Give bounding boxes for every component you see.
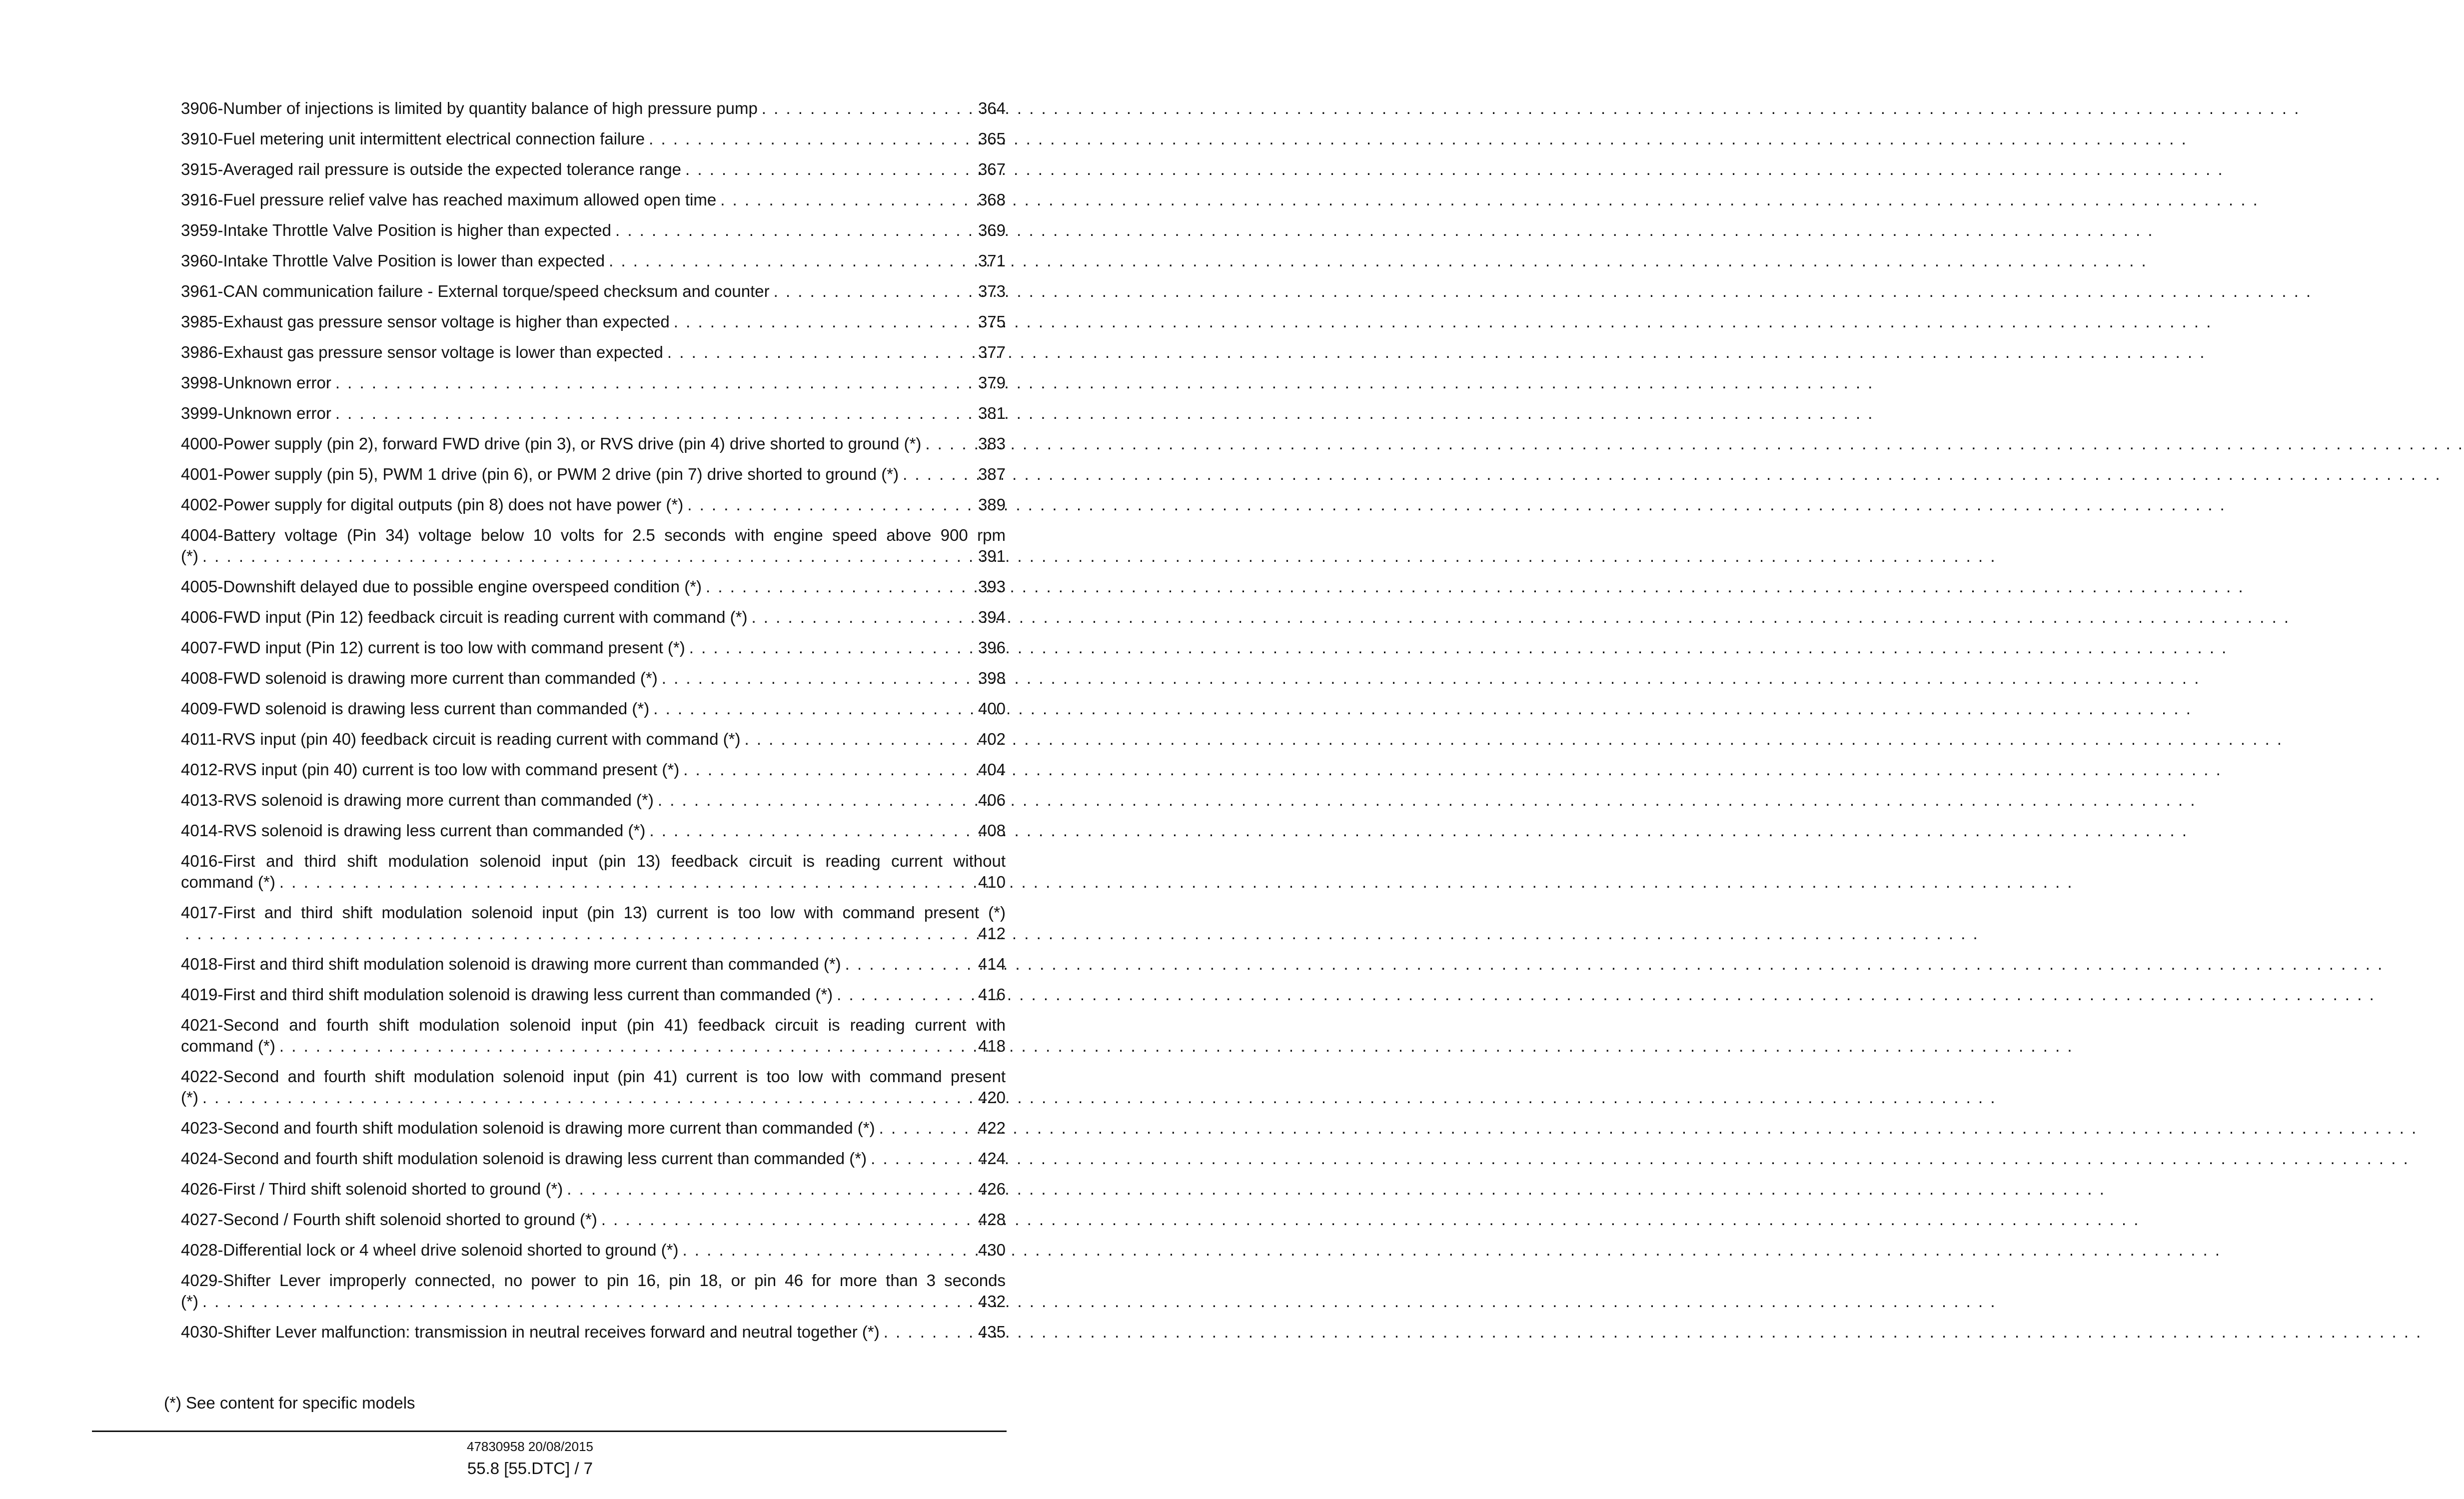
toc-entry-title: 4019-First and third shift modulation solenoid is drawing less current than commanded (*) [181,985,833,1004]
toc-entry-title: 3910-Fuel metering unit intermittent electrical connection failure [181,129,645,148]
toc-entry[interactable] [181,1240,1006,1261]
toc-entry-title: 3959-Intake Throttle Valve Position is higher than expected [181,221,611,239]
toc-entry-page-number: 435 [978,1323,1006,1341]
dot-leader [674,311,974,332]
dot-leader [202,546,974,567]
toc-entry-title: 3961-CAN communication failure - External torque/speed checksum and counter [181,282,770,300]
toc-entry-page-number: 408 [978,821,1006,840]
dot-leader [335,403,974,424]
toc-entry-title: 3906-Number of injections is limited by quantity balance of high pressure pump [181,99,758,117]
toc-entry-title-continuation: (*) [181,547,198,565]
toc-entry-title: 3915-Averaged rail pressure is outside the expected tolerance range [181,160,682,178]
toc-entry-page-number: 418 [978,1037,1006,1055]
dot-leader [601,1209,974,1230]
toc-entry-page-number: 430 [978,1241,1006,1259]
toc-entry[interactable] [181,759,1006,780]
toc-entry-title: 4027-Second / Fourth shift solenoid shorted to ground (*) [181,1210,597,1229]
toc-entry-page-number: 368 [978,190,1006,209]
toc-entry-page-number: 406 [978,791,1006,809]
toc-entry-title: 4007-FWD input (Pin 12) current is too low with command present (*) [181,638,685,657]
toc-entry[interactable] [181,433,1006,454]
toc-entry[interactable] [181,1322,1006,1343]
toc-entry[interactable] [181,403,1006,424]
dot-leader [689,637,974,658]
toc-entry-title: 4024-Second and fourth shift modulation solenoid is drawing less current than commanded (*) [181,1149,867,1168]
dot-leader [683,759,974,780]
toc-entry[interactable] [181,637,1006,658]
toc-entry-page-number: 416 [978,985,1006,1004]
toc-entry[interactable] [181,220,1006,241]
toc-entry-title-line1: 4021-Second and fourth shift modulation solenoid input (pin 41) feedback circuit is reading current with [181,1016,1006,1034]
toc-entry-title-line1: 4022-Second and fourth shift modulation solenoid input (pin 41) current is too low with command present [181,1067,1006,1086]
toc-entry-page-number: 412 [978,924,1006,943]
dot-leader [202,1291,974,1312]
dot-leader [720,189,974,210]
toc-entry-title: 3998-Unknown error [181,373,331,392]
toc-entry-page-number: 393 [978,577,1006,596]
page-reference: 55.8 [55.DTC] / 7 [467,1459,593,1478]
dot-leader [744,729,974,750]
document-id: 47830958 20/08/2015 [466,1439,594,1454]
toc-entry-title-line2 [181,1036,1006,1057]
toc-entry[interactable] [181,790,1006,811]
dot-leader [837,984,974,1005]
toc-entry-page-number: 383 [978,434,1006,453]
toc-entry-title: 4000-Power supply (pin 2), forward FWD drive (pin 3), or RVS drive (pin 4) drive shorted to ground (*) [181,434,922,453]
toc-entry[interactable] [181,576,1006,597]
dot-leader [774,281,974,302]
toc-entry-title-line2 [181,1087,1006,1108]
toc-entry-title-line2 [181,872,1006,893]
dot-leader [706,576,974,597]
toc-entry-title: 3916-Fuel pressure relief valve has reached maximum allowed open time [181,190,717,209]
toc-entry[interactable] [181,342,1006,363]
toc-entry-title: 3999-Unknown error [181,404,331,422]
toc-entry-title: 4008-FWD solenoid is drawing more current than commanded (*) [181,669,658,687]
dot-leader [649,820,974,841]
toc-entry[interactable] [181,311,1006,332]
toc-entry-page-number: 428 [978,1210,1006,1229]
toc-entry-page-number: 432 [978,1292,1006,1311]
toc-entry[interactable] [181,372,1006,393]
toc-entry[interactable] [181,128,1006,149]
dot-leader [762,98,974,119]
toc-entry-page-number: 381 [978,404,1006,422]
toc-entry[interactable] [181,494,1006,515]
dot-leader [279,872,974,893]
toc-entry[interactable] [181,281,1006,302]
toc-entry-page-number: 398 [978,669,1006,687]
toc-entry-page-number: 387 [978,465,1006,483]
footer-divider [92,1431,1007,1432]
dot-leader [871,1148,974,1169]
dot-leader [653,698,974,719]
toc-entry-title: 4023-Second and fourth shift modulation solenoid is drawing more current than commanded (*) [181,1119,875,1137]
toc-entry[interactable] [181,1179,1006,1200]
dot-leader [649,128,974,149]
toc-entry[interactable] [181,902,1006,944]
toc-entry[interactable] [181,1015,1006,1057]
toc-entry-title: 4026-First / Third shift solenoid shorted to ground (*) [181,1180,563,1198]
document-page [0,0,1060,1499]
toc-entry-page-number: 375 [978,312,1006,331]
toc-entry[interactable] [181,668,1006,689]
dot-leader [615,220,974,241]
dot-leader [685,159,974,180]
dot-leader [185,923,974,944]
toc-entry[interactable] [181,159,1006,180]
toc-entry-page-number: 371 [978,251,1006,270]
table-of-contents [181,98,1006,1352]
toc-entry-title: 4001-Power supply (pin 5), PWM 1 drive (pin 6), or PWM 2 drive (pin 7) drive shorted to ground (*) [181,465,899,483]
toc-entry-title: 4011-RVS input (pin 40) feedback circuit is reading current with command (*) [181,730,741,748]
toc-entry-title-line1: 4017-First and third shift modulation solenoid input (pin 13) current is too low with command present (*) [181,903,1006,922]
toc-entry[interactable] [181,1209,1006,1230]
toc-entry[interactable] [181,1270,1006,1312]
toc-entry-page-number: 369 [978,221,1006,239]
toc-entry[interactable] [181,954,1006,975]
toc-entry-title: 4030-Shifter Lever malfunction: transmission in neutral receives forward and neutral together (*) [181,1323,880,1341]
dot-leader [682,1240,974,1261]
toc-entry-title-line1: 4016-First and third shift modulation solenoid input (pin 13) feedback circuit is reading current without [181,852,1006,870]
toc-entry[interactable] [181,984,1006,1005]
toc-entry-title-continuation: (*) [181,1088,198,1107]
toc-entry[interactable] [181,698,1006,719]
toc-entry-title-line1: 4004-Battery voltage (Pin 34) voltage below 10 volts for 2.5 seconds with engine speed above 900 rpm [181,526,1006,544]
toc-entry-page-number: 396 [978,638,1006,657]
dot-leader [845,954,974,975]
dot-leader [751,607,974,628]
toc-entry-title: 3960-Intake Throttle Valve Position is lower than expected [181,251,605,270]
dot-leader [202,1087,974,1108]
toc-entry[interactable] [181,729,1006,750]
dot-leader [925,433,974,454]
dot-leader [335,372,974,393]
toc-entry-page-number: 377 [978,343,1006,361]
toc-entry-title: 3986-Exhaust gas pressure sensor voltage is lower than expected [181,343,663,361]
toc-entry-page-number: 389 [978,495,1006,514]
toc-entry-title-continuation: command (*) [181,1037,275,1055]
toc-entry-page-number: 424 [978,1149,1006,1168]
dot-leader [884,1322,974,1343]
toc-entry-title-continuation: command (*) [181,873,275,891]
toc-entry[interactable] [181,98,1006,119]
toc-entry[interactable] [181,820,1006,841]
dot-leader [609,250,974,271]
toc-entry[interactable] [181,1118,1006,1139]
dot-leader [658,790,974,811]
toc-entry-title: 4005-Downshift delayed due to possible engine overspeed condition (*) [181,577,702,596]
toc-entry-title: 4009-FWD solenoid is drawing less current than commanded (*) [181,699,650,718]
dot-leader [903,464,974,485]
toc-entry[interactable] [181,1148,1006,1169]
toc-entry-page-number: 426 [978,1180,1006,1198]
dot-leader [567,1179,974,1200]
toc-entry-page-number: 414 [978,955,1006,973]
toc-entry-title-line1: 4029-Shifter Lever improperly connected, no power to pin 16, pin 18, or pin 46 for more than 3 seconds [181,1271,1006,1290]
toc-entry-title: 4012-RVS input (pin 40) current is too low with command present (*) [181,760,680,779]
toc-entry-page-number: 402 [978,730,1006,748]
toc-entry-page-number: 420 [978,1088,1006,1107]
toc-entry-page-number: 364 [978,99,1006,117]
toc-entry[interactable] [181,525,1006,567]
toc-entry-title: 4013-RVS solenoid is drawing more current than commanded (*) [181,791,654,809]
dot-leader [662,668,974,689]
toc-entry[interactable] [181,250,1006,271]
toc-entry-title: 4002-Power supply for digital outputs (pin 8) does not have power (*) [181,495,684,514]
toc-entry-page-number: 422 [978,1119,1006,1137]
toc-entry-title: 4028-Differential lock or 4 wheel drive solenoid shorted to ground (*) [181,1241,679,1259]
toc-entry[interactable] [181,189,1006,210]
toc-entry-title-line2 [181,546,1006,567]
toc-entry[interactable] [181,464,1006,485]
toc-entry-title: 4006-FWD input (Pin 12) feedback circuit is reading current with command (*) [181,608,748,626]
toc-entry-title-continuation: (*) [181,1292,198,1311]
toc-entry-page-number: 404 [978,760,1006,779]
toc-entry-title: 4014-RVS solenoid is drawing less current than commanded (*) [181,821,646,840]
toc-entry[interactable] [181,607,1006,628]
dot-leader [687,494,974,515]
toc-entry[interactable] [181,1066,1006,1108]
toc-entry-page-number: 373 [978,282,1006,300]
dot-leader [879,1118,974,1139]
toc-entry-page-number: 367 [978,160,1006,178]
toc-entry-page-number: 391 [978,547,1006,565]
footnote: (*) See content for specific models [164,1394,415,1412]
toc-entry-title: 3985-Exhaust gas pressure sensor voltage is higher than expected [181,312,670,331]
toc-entry-title-line2 [181,1291,1006,1312]
toc-entry-title: 4018-First and third shift modulation solenoid is drawing more current than commanded (*) [181,955,841,973]
toc-entry-page-number: 365 [978,129,1006,148]
dot-leader [667,342,974,363]
toc-entry-page-number: 379 [978,373,1006,392]
toc-entry-page-number: 394 [978,608,1006,626]
toc-entry-title-line2 [181,923,1006,944]
toc-entry[interactable] [181,851,1006,893]
toc-entry-page-number: 400 [978,699,1006,718]
dot-leader [279,1036,974,1057]
toc-entry-page-number: 410 [978,873,1006,891]
